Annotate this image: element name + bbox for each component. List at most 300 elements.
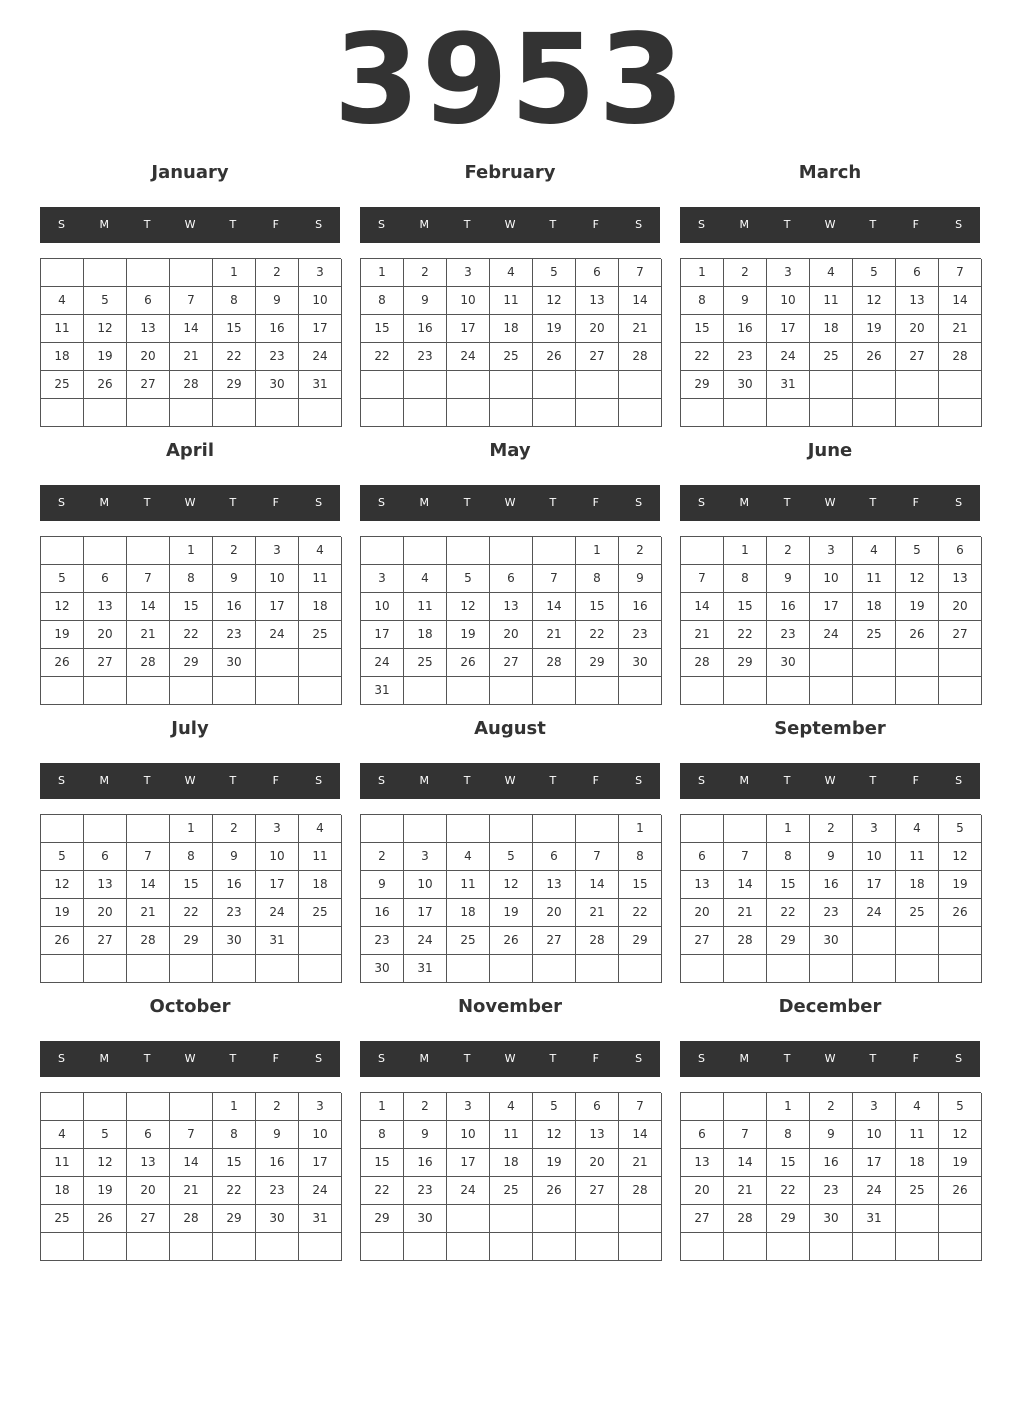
day-cell: 11 xyxy=(299,843,342,871)
day-cell: 24 xyxy=(361,649,404,677)
day-cell: 14 xyxy=(533,593,576,621)
day-cell: 16 xyxy=(619,593,662,621)
day-cell: 30 xyxy=(361,955,404,983)
day-cell: 16 xyxy=(767,593,810,621)
empty-cell xyxy=(447,537,490,565)
day-cell: 3 xyxy=(404,843,447,871)
day-cell: 26 xyxy=(41,649,84,677)
day-cell: 22 xyxy=(170,899,213,927)
empty-cell xyxy=(853,399,896,427)
day-cell: 1 xyxy=(170,815,213,843)
empty-cell xyxy=(213,955,256,983)
weekday-label: S xyxy=(57,218,65,231)
day-grid xyxy=(40,1092,341,1261)
empty-cell xyxy=(939,955,982,983)
day-cell: 26 xyxy=(853,343,896,371)
empty-cell xyxy=(84,677,127,705)
day-cell: 19 xyxy=(896,593,939,621)
empty-cell xyxy=(619,1233,662,1261)
day-cell: 28 xyxy=(170,1205,213,1233)
day-cell: 18 xyxy=(490,315,533,343)
empty-cell xyxy=(447,815,490,843)
empty-cell xyxy=(533,371,576,399)
weekday-label: S xyxy=(57,1052,65,1065)
day-cell: 18 xyxy=(810,315,853,343)
weekday-label: W xyxy=(504,1052,516,1065)
day-cell: 6 xyxy=(896,259,939,287)
weekday-label: W xyxy=(184,496,196,509)
empty-cell xyxy=(810,371,853,399)
day-cell: 15 xyxy=(767,1149,810,1177)
day-cell: 31 xyxy=(404,955,447,983)
empty-cell xyxy=(619,1205,662,1233)
empty-cell xyxy=(256,955,299,983)
day-cell: 9 xyxy=(724,287,767,315)
empty-cell xyxy=(127,1233,170,1261)
day-cell: 29 xyxy=(619,927,662,955)
weekday-label: T xyxy=(463,774,471,787)
day-cell: 25 xyxy=(41,371,84,399)
weekday-label: M xyxy=(419,1052,430,1065)
day-cell: 10 xyxy=(447,287,490,315)
empty-cell xyxy=(576,955,619,983)
weekday-label: S xyxy=(955,218,963,231)
day-cell: 17 xyxy=(256,871,299,899)
day-cell: 4 xyxy=(404,565,447,593)
day-cell: 17 xyxy=(767,315,810,343)
day-cell: 1 xyxy=(767,1093,810,1121)
day-cell: 13 xyxy=(576,1121,619,1149)
day-grid xyxy=(360,814,661,983)
empty-cell xyxy=(41,537,84,565)
day-cell: 24 xyxy=(256,899,299,927)
day-cell: 20 xyxy=(681,899,724,927)
empty-cell xyxy=(361,1233,404,1261)
empty-cell xyxy=(404,537,447,565)
day-cell: 9 xyxy=(256,1121,299,1149)
day-cell: 21 xyxy=(939,315,982,343)
day-cell: 17 xyxy=(299,315,342,343)
empty-cell xyxy=(724,677,767,705)
day-cell: 11 xyxy=(810,287,853,315)
day-cell: 27 xyxy=(84,649,127,677)
day-cell: 15 xyxy=(213,1149,256,1177)
day-cell: 11 xyxy=(490,287,533,315)
empty-cell xyxy=(681,1093,724,1121)
empty-cell xyxy=(213,677,256,705)
day-cell: 21 xyxy=(576,899,619,927)
day-cell: 11 xyxy=(490,1121,533,1149)
day-cell: 11 xyxy=(853,565,896,593)
day-cell: 24 xyxy=(404,927,447,955)
day-cell: 11 xyxy=(447,871,490,899)
empty-cell xyxy=(256,1233,299,1261)
day-cell: 27 xyxy=(576,1177,619,1205)
empty-cell xyxy=(767,677,810,705)
day-cell: 7 xyxy=(619,1093,662,1121)
day-cell: 20 xyxy=(681,1177,724,1205)
day-cell: 28 xyxy=(681,649,724,677)
day-grid xyxy=(680,536,981,705)
day-grid xyxy=(680,258,981,427)
day-cell: 5 xyxy=(41,565,84,593)
day-cell: 22 xyxy=(213,343,256,371)
day-cell: 1 xyxy=(213,259,256,287)
day-cell: 8 xyxy=(767,1121,810,1149)
weekday-label: T xyxy=(783,218,791,231)
day-cell: 15 xyxy=(576,593,619,621)
day-cell: 1 xyxy=(361,259,404,287)
weekday-label: F xyxy=(272,218,279,231)
day-cell: 24 xyxy=(447,1177,490,1205)
empty-cell xyxy=(724,1093,767,1121)
day-cell: 9 xyxy=(810,843,853,871)
empty-cell xyxy=(127,815,170,843)
day-cell: 17 xyxy=(853,1149,896,1177)
day-cell: 16 xyxy=(404,1149,447,1177)
day-cell: 5 xyxy=(447,565,490,593)
day-grid xyxy=(680,814,981,983)
day-cell: 7 xyxy=(619,259,662,287)
day-cell: 19 xyxy=(533,1149,576,1177)
empty-cell xyxy=(576,399,619,427)
day-cell: 20 xyxy=(533,899,576,927)
day-cell: 26 xyxy=(84,1205,127,1233)
empty-cell xyxy=(853,371,896,399)
day-cell: 16 xyxy=(810,871,853,899)
day-cell: 8 xyxy=(724,565,767,593)
day-cell: 11 xyxy=(896,1121,939,1149)
day-cell: 27 xyxy=(681,927,724,955)
weekday-label: M xyxy=(419,774,430,787)
day-cell: 2 xyxy=(619,537,662,565)
year-title: 3953 xyxy=(333,8,687,152)
day-cell: 22 xyxy=(213,1177,256,1205)
day-cell: 31 xyxy=(256,927,299,955)
empty-cell xyxy=(447,955,490,983)
weekday-label: M xyxy=(99,1052,110,1065)
day-cell: 6 xyxy=(533,843,576,871)
day-cell: 16 xyxy=(724,315,767,343)
empty-cell xyxy=(170,399,213,427)
day-cell: 7 xyxy=(576,843,619,871)
day-cell: 17 xyxy=(404,899,447,927)
day-cell: 22 xyxy=(724,621,767,649)
empty-cell xyxy=(127,399,170,427)
weekday-label: W xyxy=(504,218,516,231)
day-cell: 7 xyxy=(170,1121,213,1149)
weekday-label: T xyxy=(229,774,237,787)
empty-cell xyxy=(939,677,982,705)
day-cell: 29 xyxy=(767,927,810,955)
empty-cell xyxy=(724,1233,767,1261)
empty-cell xyxy=(41,677,84,705)
month-name: May xyxy=(489,440,531,461)
weekday-label: S xyxy=(635,1052,643,1065)
day-cell: 17 xyxy=(361,621,404,649)
day-cell: 30 xyxy=(213,649,256,677)
day-cell: 20 xyxy=(84,899,127,927)
day-cell: 3 xyxy=(810,537,853,565)
empty-cell xyxy=(490,399,533,427)
empty-cell xyxy=(490,1233,533,1261)
day-cell: 26 xyxy=(533,343,576,371)
day-cell: 21 xyxy=(127,621,170,649)
day-cell: 1 xyxy=(213,1093,256,1121)
weekday-label: F xyxy=(912,1052,919,1065)
empty-cell xyxy=(896,927,939,955)
weekday-label: T xyxy=(463,218,471,231)
day-grid xyxy=(680,1092,981,1261)
empty-cell xyxy=(896,955,939,983)
empty-cell xyxy=(896,1233,939,1261)
empty-cell xyxy=(896,371,939,399)
weekday-label: S xyxy=(377,218,385,231)
day-cell: 26 xyxy=(41,927,84,955)
day-cell: 14 xyxy=(724,1149,767,1177)
day-cell: 10 xyxy=(447,1121,490,1149)
weekday-label: S xyxy=(697,1052,705,1065)
weekday-label: T xyxy=(549,774,557,787)
day-cell: 9 xyxy=(213,565,256,593)
day-cell: 21 xyxy=(724,1177,767,1205)
day-cell: 28 xyxy=(576,927,619,955)
weekday-label: F xyxy=(912,774,919,787)
day-cell: 22 xyxy=(170,621,213,649)
day-cell: 5 xyxy=(533,1093,576,1121)
day-cell: 2 xyxy=(404,259,447,287)
day-cell: 12 xyxy=(853,287,896,315)
weekday-header xyxy=(360,763,660,799)
day-grid xyxy=(40,814,341,983)
day-cell: 29 xyxy=(170,649,213,677)
empty-cell xyxy=(896,399,939,427)
day-cell: 2 xyxy=(213,815,256,843)
weekday-label: T xyxy=(783,1052,791,1065)
weekday-header xyxy=(40,485,340,521)
day-cell: 23 xyxy=(767,621,810,649)
empty-cell xyxy=(576,677,619,705)
weekday-label: S xyxy=(315,218,323,231)
empty-cell xyxy=(404,371,447,399)
day-cell: 8 xyxy=(361,1121,404,1149)
day-cell: 21 xyxy=(127,899,170,927)
day-cell: 19 xyxy=(447,621,490,649)
empty-cell xyxy=(447,399,490,427)
empty-cell xyxy=(533,815,576,843)
day-cell: 15 xyxy=(213,315,256,343)
empty-cell xyxy=(619,371,662,399)
day-cell: 5 xyxy=(84,1121,127,1149)
day-grid xyxy=(360,258,661,427)
day-cell: 22 xyxy=(681,343,724,371)
weekday-label: T xyxy=(549,496,557,509)
weekday-header xyxy=(40,1041,340,1077)
empty-cell xyxy=(619,399,662,427)
weekday-label: S xyxy=(955,774,963,787)
day-cell: 27 xyxy=(127,1205,170,1233)
empty-cell xyxy=(576,1233,619,1261)
day-cell: 18 xyxy=(853,593,896,621)
day-cell: 25 xyxy=(810,343,853,371)
day-cell: 15 xyxy=(361,1149,404,1177)
month-name: March xyxy=(798,162,862,183)
day-cell: 10 xyxy=(256,565,299,593)
day-cell: 19 xyxy=(939,871,982,899)
day-cell: 16 xyxy=(256,315,299,343)
empty-cell xyxy=(681,677,724,705)
day-cell: 29 xyxy=(213,371,256,399)
empty-cell xyxy=(84,537,127,565)
day-cell: 27 xyxy=(576,343,619,371)
day-cell: 2 xyxy=(810,815,853,843)
day-cell: 10 xyxy=(299,287,342,315)
day-cell: 5 xyxy=(41,843,84,871)
weekday-label: F xyxy=(592,1052,599,1065)
day-cell: 8 xyxy=(681,287,724,315)
day-grid xyxy=(360,1092,661,1261)
day-cell: 19 xyxy=(853,315,896,343)
weekday-label: W xyxy=(184,218,196,231)
day-cell: 25 xyxy=(447,927,490,955)
empty-cell xyxy=(576,1205,619,1233)
day-cell: 13 xyxy=(127,315,170,343)
day-cell: 2 xyxy=(361,843,404,871)
day-cell: 28 xyxy=(533,649,576,677)
day-cell: 10 xyxy=(767,287,810,315)
empty-cell xyxy=(361,399,404,427)
day-cell: 21 xyxy=(724,899,767,927)
empty-cell xyxy=(361,371,404,399)
empty-cell xyxy=(939,371,982,399)
empty-cell xyxy=(213,399,256,427)
weekday-label: M xyxy=(99,218,110,231)
day-cell: 19 xyxy=(939,1149,982,1177)
day-cell: 11 xyxy=(896,843,939,871)
empty-cell xyxy=(681,399,724,427)
day-cell: 29 xyxy=(767,1205,810,1233)
empty-cell xyxy=(810,677,853,705)
day-cell: 31 xyxy=(767,371,810,399)
empty-cell xyxy=(576,815,619,843)
day-grid xyxy=(40,536,341,705)
empty-cell xyxy=(299,955,342,983)
day-cell: 4 xyxy=(810,259,853,287)
weekday-label: M xyxy=(99,496,110,509)
empty-cell xyxy=(256,399,299,427)
weekday-label: W xyxy=(184,774,196,787)
empty-cell xyxy=(84,815,127,843)
day-cell: 19 xyxy=(41,899,84,927)
day-cell: 13 xyxy=(533,871,576,899)
day-cell: 1 xyxy=(170,537,213,565)
empty-cell xyxy=(810,1233,853,1261)
day-cell: 8 xyxy=(170,843,213,871)
day-cell: 28 xyxy=(127,927,170,955)
empty-cell xyxy=(533,1233,576,1261)
day-cell: 27 xyxy=(127,371,170,399)
empty-cell xyxy=(533,1205,576,1233)
weekday-label: F xyxy=(592,218,599,231)
weekday-label: T xyxy=(783,496,791,509)
day-cell: 30 xyxy=(724,371,767,399)
day-cell: 18 xyxy=(896,1149,939,1177)
day-cell: 12 xyxy=(896,565,939,593)
day-cell: 16 xyxy=(361,899,404,927)
empty-cell xyxy=(404,1233,447,1261)
day-cell: 15 xyxy=(767,871,810,899)
day-cell: 22 xyxy=(767,1177,810,1205)
empty-cell xyxy=(404,815,447,843)
month-name: December xyxy=(778,996,882,1017)
empty-cell xyxy=(213,1233,256,1261)
day-cell: 14 xyxy=(619,287,662,315)
weekday-label: T xyxy=(549,1052,557,1065)
day-cell: 9 xyxy=(404,287,447,315)
empty-cell xyxy=(724,815,767,843)
day-cell: 6 xyxy=(576,1093,619,1121)
weekday-header xyxy=(360,1041,660,1077)
weekday-label: T xyxy=(549,218,557,231)
weekday-label: T xyxy=(143,1052,151,1065)
month-name: June xyxy=(807,440,853,461)
weekday-header xyxy=(680,763,980,799)
empty-cell xyxy=(490,815,533,843)
weekday-label: T xyxy=(229,1052,237,1065)
empty-cell xyxy=(170,1093,213,1121)
day-cell: 13 xyxy=(84,593,127,621)
weekday-label: W xyxy=(824,774,836,787)
weekday-label: S xyxy=(697,496,705,509)
day-cell: 29 xyxy=(724,649,767,677)
day-cell: 12 xyxy=(84,315,127,343)
day-cell: 31 xyxy=(299,371,342,399)
day-cell: 25 xyxy=(853,621,896,649)
weekday-label: S xyxy=(697,218,705,231)
empty-cell xyxy=(127,677,170,705)
day-cell: 28 xyxy=(619,1177,662,1205)
empty-cell xyxy=(84,1233,127,1261)
day-cell: 26 xyxy=(533,1177,576,1205)
day-cell: 7 xyxy=(127,843,170,871)
empty-cell xyxy=(299,1233,342,1261)
day-cell: 8 xyxy=(213,1121,256,1149)
day-cell: 17 xyxy=(256,593,299,621)
day-cell: 13 xyxy=(681,871,724,899)
day-cell: 15 xyxy=(170,871,213,899)
day-cell: 18 xyxy=(299,593,342,621)
empty-cell xyxy=(576,371,619,399)
weekday-label: S xyxy=(955,1052,963,1065)
weekday-label: T xyxy=(143,218,151,231)
day-cell: 24 xyxy=(447,343,490,371)
weekday-label: T xyxy=(783,774,791,787)
day-cell: 14 xyxy=(170,1149,213,1177)
empty-cell xyxy=(127,537,170,565)
day-cell: 3 xyxy=(853,815,896,843)
empty-cell xyxy=(447,1205,490,1233)
day-cell: 5 xyxy=(896,537,939,565)
day-cell: 27 xyxy=(681,1205,724,1233)
day-cell: 19 xyxy=(84,343,127,371)
day-cell: 10 xyxy=(361,593,404,621)
day-cell: 7 xyxy=(127,565,170,593)
weekday-label: M xyxy=(419,496,430,509)
day-cell: 7 xyxy=(170,287,213,315)
day-cell: 15 xyxy=(361,315,404,343)
day-cell: 23 xyxy=(361,927,404,955)
day-cell: 1 xyxy=(724,537,767,565)
